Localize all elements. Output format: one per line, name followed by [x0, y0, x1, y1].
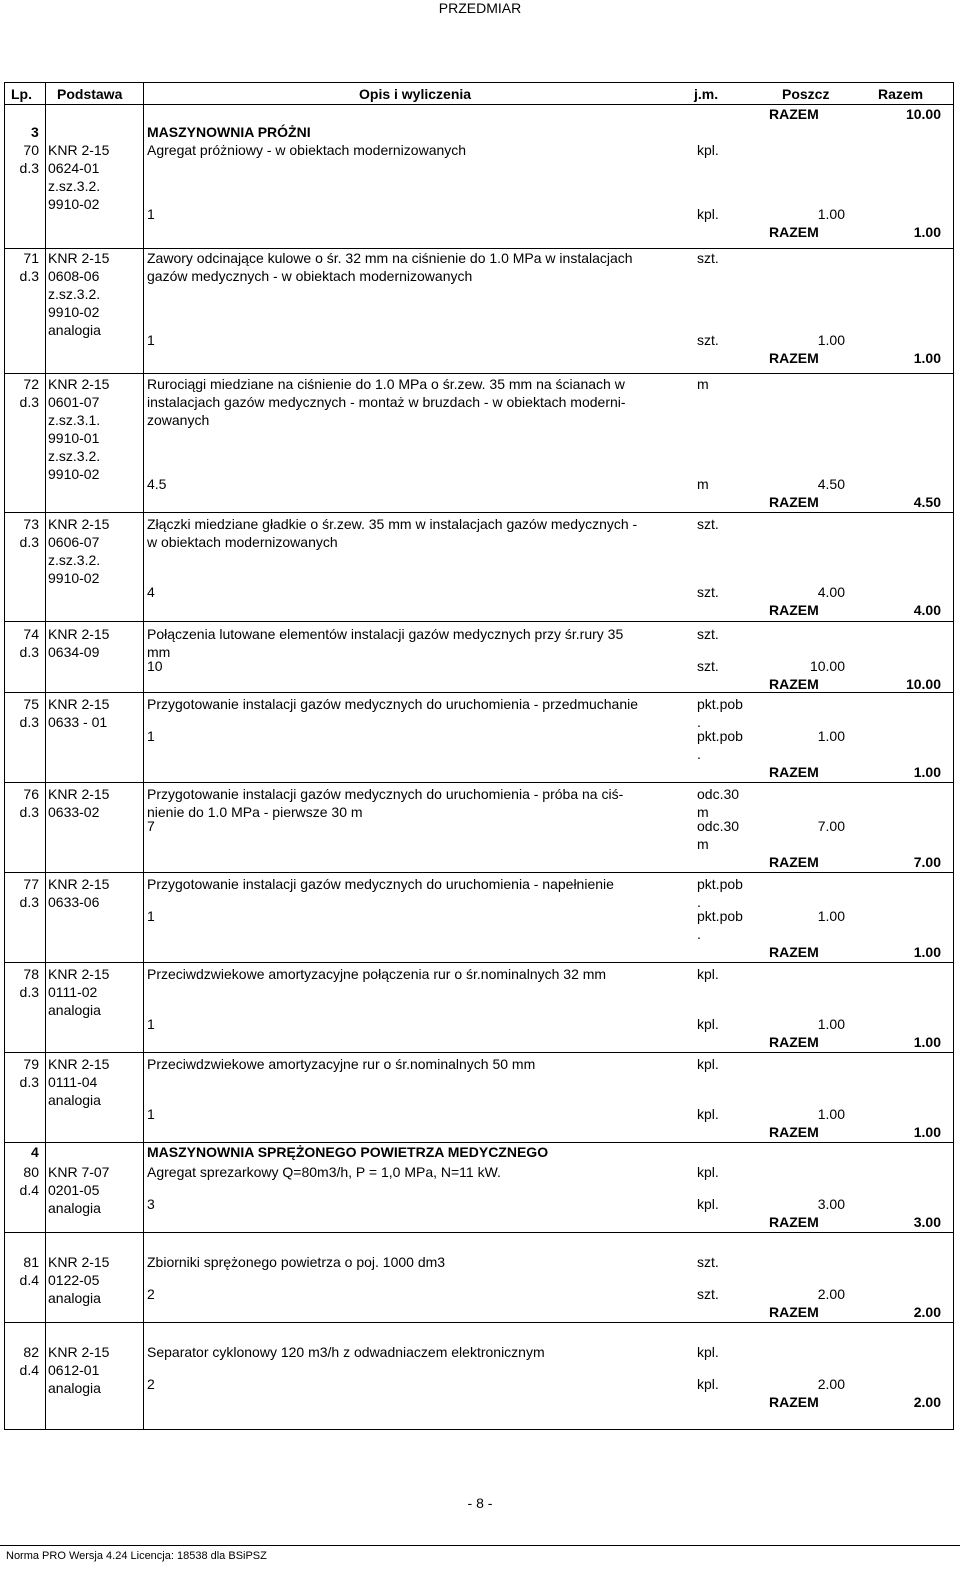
header-poszcz: Poszcz	[782, 86, 830, 102]
item-basis: analogia	[48, 1380, 101, 1396]
item-description: Rurociągi miedziane na ciśnienie do 1.0 MPa o śr.zew. 35 mm na ścianach w	[147, 376, 625, 392]
calc-partial: 1.00	[817, 1016, 845, 1032]
footer-divider	[0, 1545, 960, 1546]
item-basis: 0201-05	[48, 1182, 100, 1198]
item-lp: 79	[23, 1056, 39, 1072]
calc-quantity: 10	[147, 658, 163, 674]
calc-unit: szt.	[697, 658, 719, 674]
calc-unit: pkt.pob	[697, 728, 743, 744]
item-basis: analogia	[48, 1092, 101, 1108]
item-basis: 0612-01	[48, 1362, 100, 1378]
section-number: 3	[31, 124, 39, 140]
razem-label: RAZEM	[769, 1304, 819, 1320]
razem-value: 1.00	[913, 224, 941, 240]
razem-value: 4.00	[913, 602, 941, 618]
page-number: - 8 -	[467, 1495, 493, 1511]
item-description: instalacjach gazów medycznych - montaż w bruzdach - w obiektach moderni-	[147, 394, 626, 410]
calc-unit: .	[697, 746, 701, 762]
item-lp: d.4	[19, 1272, 39, 1288]
item-basis: KNR 2-15	[48, 376, 110, 392]
calc-quantity: 1	[147, 332, 155, 348]
calc-partial: 1.00	[817, 206, 845, 222]
column-divider	[143, 83, 144, 1429]
row-divider	[5, 621, 953, 622]
calc-quantity: 1	[147, 1016, 155, 1032]
calc-partial: 2.00	[817, 1376, 845, 1392]
row-divider	[5, 1052, 953, 1053]
calc-unit: m	[697, 476, 709, 492]
item-lp: 75	[23, 696, 39, 712]
razem-label: RAZEM	[769, 854, 819, 870]
calc-quantity: 4	[147, 584, 155, 600]
calc-partial: 3.00	[817, 1196, 845, 1212]
calc-quantity: 7	[147, 818, 155, 834]
row-divider	[5, 512, 953, 513]
item-unit: m	[697, 376, 709, 392]
item-unit: .	[697, 714, 701, 730]
footer-text: Norma PRO Wersja 4.24 Licencja: 18538 dla BSiPSZ	[6, 1550, 267, 1562]
razem-value: 1.00	[913, 764, 941, 780]
razem-value: 7.00	[913, 854, 941, 870]
razem-label: RAZEM	[769, 1214, 819, 1230]
item-lp: 76	[23, 786, 39, 802]
calc-quantity: 2	[147, 1286, 155, 1302]
razem-value: 1.00	[913, 350, 941, 366]
item-basis: 0606-07	[48, 534, 100, 550]
razem-value: 4.50	[913, 494, 941, 510]
calc-partial: 1.00	[817, 908, 845, 924]
item-description: nienie do 1.0 MPa - pierwsze 30 m	[147, 804, 363, 820]
section-number: 4	[31, 1144, 39, 1160]
calc-quantity: 4.5	[147, 476, 167, 492]
item-basis: analogia	[48, 1290, 101, 1306]
item-lp: d.3	[19, 894, 39, 910]
item-lp: d.3	[19, 644, 39, 660]
item-basis: 0111-04	[48, 1074, 98, 1090]
top-razem-label: RAZEM	[769, 106, 819, 122]
item-description: Zawory odcinające kulowe o śr. 32 mm na ciśnienie do 1.0 MPa w instalacjach	[147, 250, 633, 266]
item-basis: 0633-06	[48, 894, 100, 910]
calc-partial: 1.00	[817, 1106, 845, 1122]
header-lp: Lp.	[11, 86, 32, 102]
item-lp: 73	[23, 516, 39, 532]
razem-value: 1.00	[913, 1034, 941, 1050]
calc-quantity: 2	[147, 1376, 155, 1392]
calc-partial: 4.00	[817, 584, 845, 600]
calc-unit: kpl.	[697, 1376, 719, 1392]
calc-unit: kpl.	[697, 1106, 719, 1122]
item-basis: 9910-02	[48, 570, 100, 586]
item-description: Połączenia lutowane elementów instalacji gazów medycznych przy śr.rury 35	[147, 626, 624, 642]
item-description: Przeciwdzwiekowe amortyzacyjne połączenia rur o śr.nominalnych 32 mm	[147, 966, 607, 982]
item-unit: szt.	[697, 250, 719, 266]
item-lp: d.4	[19, 1182, 39, 1198]
header-opis: Opis i wyliczenia	[359, 86, 472, 102]
item-basis: 0624-01	[48, 160, 100, 176]
razem-label: RAZEM	[769, 1034, 819, 1050]
item-lp: d.3	[19, 160, 39, 176]
item-description: gazów medycznych - w obiektach modernizowanych	[147, 268, 473, 284]
item-lp: 70	[23, 142, 39, 158]
item-lp: d.3	[19, 984, 39, 1000]
item-unit: .	[697, 894, 701, 910]
section-title: MASZYNOWNIA PRÓŻNI	[147, 124, 311, 140]
item-lp: d.3	[19, 1074, 39, 1090]
item-unit: szt.	[697, 626, 719, 642]
calc-quantity: 1	[147, 908, 155, 924]
item-lp: 71	[23, 250, 39, 266]
razem-value: 2.00	[913, 1394, 941, 1410]
item-basis: KNR 7-07	[48, 1164, 110, 1180]
calc-partial: 1.00	[817, 332, 845, 348]
item-basis: z.sz.3.2.	[48, 448, 101, 464]
calc-quantity: 1	[147, 1106, 155, 1122]
item-basis: 9910-02	[48, 196, 100, 212]
cost-estimate-table	[4, 82, 954, 1430]
item-description: zowanych	[147, 412, 210, 428]
row-divider	[5, 962, 953, 963]
calc-unit: szt.	[697, 1286, 719, 1302]
item-basis: KNR 2-15	[48, 626, 110, 642]
item-basis: 9910-01	[48, 430, 100, 446]
item-lp: 74	[23, 626, 39, 642]
item-basis: KNR 2-15	[48, 1254, 110, 1270]
item-description: Przeciwdzwiekowe amortyzacyjne rur o śr.nominalnych 50 mm	[147, 1056, 536, 1072]
item-basis: 0122-05	[48, 1272, 100, 1288]
column-divider	[45, 83, 46, 1429]
item-lp: 81	[23, 1254, 39, 1270]
item-basis: KNR 2-15	[48, 142, 110, 158]
calc-quantity: 1	[147, 728, 155, 744]
row-divider	[5, 373, 953, 374]
document-title: PRZEDMIAR	[438, 0, 522, 16]
header-jm: j.m.	[694, 86, 719, 102]
razem-label: RAZEM	[769, 676, 819, 692]
item-description: Agregat próżniowy - w obiektach modernizowanych	[147, 142, 467, 158]
item-description: Przygotowanie instalacji gazów medycznych do uruchomienia - napełnienie	[147, 876, 614, 892]
header-razem: Razem	[878, 86, 924, 102]
item-unit: pkt.pob	[697, 876, 743, 892]
row-divider	[5, 1322, 953, 1323]
item-basis: z.sz.3.1.	[48, 412, 101, 428]
calc-partial: 2.00	[817, 1286, 845, 1302]
item-lp: d.3	[19, 268, 39, 284]
section-title: MASZYNOWNIA SPRĘŻONEGO POWIETRZA MEDYCZNEGO	[147, 1144, 549, 1160]
razem-label: RAZEM	[769, 350, 819, 366]
item-lp: d.3	[19, 394, 39, 410]
item-unit: kpl.	[697, 1164, 719, 1180]
calc-unit: kpl.	[697, 1196, 719, 1212]
item-lp: 77	[23, 876, 39, 892]
item-unit: pkt.pob	[697, 696, 743, 712]
calc-partial: 7.00	[817, 818, 845, 834]
item-lp: d.3	[19, 804, 39, 820]
item-basis: KNR 2-15	[48, 876, 110, 892]
razem-label: RAZEM	[769, 602, 819, 618]
calc-unit: pkt.pob	[697, 908, 743, 924]
razem-label: RAZEM	[769, 764, 819, 780]
calc-unit: kpl.	[697, 206, 719, 222]
item-basis: KNR 2-15	[48, 1344, 110, 1360]
row-divider	[5, 782, 953, 783]
razem-value: 3.00	[913, 1214, 941, 1230]
calc-unit: szt.	[697, 332, 719, 348]
item-description: w obiektach modernizowanych	[147, 534, 338, 550]
item-description: Agregat sprezarkowy Q=80m3/h, P = 1,0 MPa, N=11 kW.	[147, 1164, 501, 1180]
item-basis: 0111-02	[48, 984, 98, 1000]
item-basis: z.sz.3.2.	[48, 286, 101, 302]
razem-value: 1.00	[913, 1124, 941, 1140]
item-basis: 0633-02	[48, 804, 100, 820]
item-unit: kpl.	[697, 1344, 719, 1360]
item-unit: kpl.	[697, 142, 719, 158]
item-basis: analogia	[48, 1002, 101, 1018]
item-lp: 72	[23, 376, 39, 392]
item-description: Złączki miedziane gładkie o śr.zew. 35 mm w instalacjach gazów medycznych -	[147, 516, 638, 532]
item-basis: z.sz.3.2.	[48, 552, 101, 568]
item-unit: m	[697, 804, 709, 820]
razem-label: RAZEM	[769, 944, 819, 960]
calc-unit: kpl.	[697, 1016, 719, 1032]
razem-value: 10.00	[905, 676, 941, 692]
header-podstawa: Podstawa	[57, 86, 123, 102]
row-divider	[5, 1232, 953, 1233]
item-lp: 82	[23, 1344, 39, 1360]
item-unit: szt.	[697, 516, 719, 532]
item-basis: z.sz.3.2.	[48, 178, 101, 194]
razem-label: RAZEM	[769, 494, 819, 510]
item-unit: odc.30	[697, 786, 740, 802]
item-lp: 80	[23, 1164, 39, 1180]
item-basis: 0601-07	[48, 394, 100, 410]
item-basis: 9910-02	[48, 304, 100, 320]
item-description: mm	[147, 644, 171, 660]
calc-unit: szt.	[697, 584, 719, 600]
calc-quantity: 1	[147, 206, 155, 222]
calc-unit: .	[697, 926, 701, 942]
item-basis: 9910-02	[48, 466, 100, 482]
razem-label: RAZEM	[769, 1124, 819, 1140]
calc-unit: odc.30	[697, 818, 740, 834]
calc-partial: 1.00	[817, 728, 845, 744]
calc-quantity: 3	[147, 1196, 155, 1212]
item-basis: KNR 2-15	[48, 786, 110, 802]
row-divider	[5, 1142, 953, 1143]
item-basis: KNR 2-15	[48, 966, 110, 982]
item-basis: KNR 2-15	[48, 696, 110, 712]
calc-unit: m	[697, 836, 709, 852]
item-description: Przygotowanie instalacji gazów medycznych do uruchomienia - przedmuchanie	[147, 696, 639, 712]
item-basis: analogia	[48, 322, 101, 338]
top-razem-value: 10.00	[905, 106, 941, 122]
item-description: Separator cyklonowy 120 m3/h z odwadniaczem elektronicznym	[147, 1344, 545, 1360]
item-lp: d.4	[19, 1362, 39, 1378]
item-basis: KNR 2-15	[48, 516, 110, 532]
razem-label: RAZEM	[769, 1394, 819, 1410]
item-description: Przygotowanie instalacji gazów medycznych do uruchomienia - próba na ciś-	[147, 786, 624, 802]
item-basis: 0608-06	[48, 268, 100, 284]
item-unit: szt.	[697, 1254, 719, 1270]
item-unit: kpl.	[697, 966, 719, 982]
item-lp: 78	[23, 966, 39, 982]
item-unit: kpl.	[697, 1056, 719, 1072]
row-divider	[5, 692, 953, 693]
item-lp: d.3	[19, 534, 39, 550]
razem-value: 2.00	[913, 1304, 941, 1320]
razem-value: 1.00	[913, 944, 941, 960]
item-basis: 0634-09	[48, 644, 100, 660]
item-basis: 0633 - 01	[48, 714, 108, 730]
calc-partial: 4.50	[817, 476, 845, 492]
item-basis: KNR 2-15	[48, 1056, 110, 1072]
item-basis: analogia	[48, 1200, 101, 1216]
item-basis: KNR 2-15	[48, 250, 110, 266]
item-lp: d.3	[19, 714, 39, 730]
row-divider	[5, 872, 953, 873]
item-description: Zbiorniki sprężonego powietrza o poj. 1000 dm3	[147, 1254, 446, 1270]
calc-partial: 10.00	[809, 658, 845, 674]
razem-label: RAZEM	[769, 224, 819, 240]
